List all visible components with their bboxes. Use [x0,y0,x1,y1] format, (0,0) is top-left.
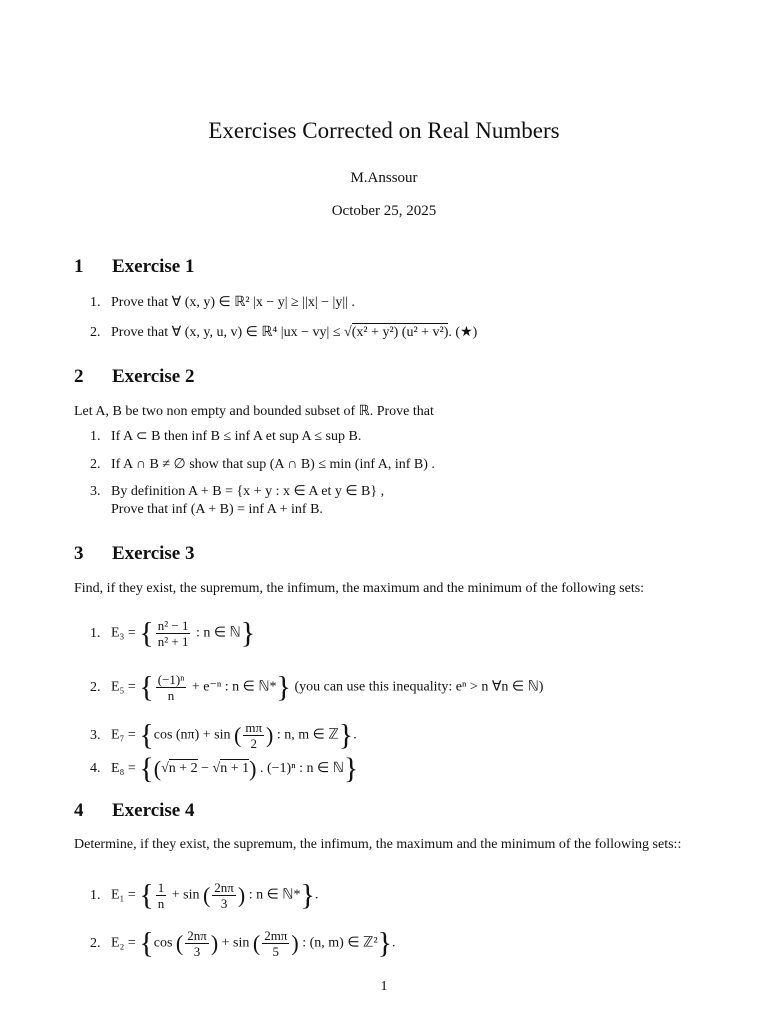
list-item: 1. E₁ = { $\frac{1}{n}$ + sin ( $\frac{2n\pi}{3}$ ) : n ∈ ℕ*}. [90,878,319,912]
list-item: 4. E₈ = {(√n + 2 − √n + 1) . (−1)ⁿ : n ∈ ℕ} [90,751,359,785]
section-heading-4: 4 Exercise 4 [74,800,195,821]
paragraph: Let A, B be two non empty and bounded subset of ℝ. Prove that [74,404,434,419]
list-item: 2. Prove that ∀ (x, y, u, v) ∈ ℝ⁴ |ux − vy| ≤ √(x² + y²) (u² + v²). (★) [90,325,478,340]
section-heading-1: 1 Exercise 1 [74,256,195,277]
list-item: 2. E₂ = {cos ( $\frac{2n\pi}{3}$ ) + sin ( $\frac{2m\pi}{5}$ ) : (n, m) ∈ ℤ²}. [90,926,396,960]
list-item: 3. E₇ = {cos (nπ) + sin ( $\frac{m\pi}{2}$ ) : n, m ∈ ℤ}. [90,718,357,752]
document-author: M.Anssour [350,170,418,186]
paragraph: Find, if they exist, the supremum, the infimum, the maximum and the minimum of the following sets: [74,581,645,596]
list-item: 2. E₅ = { $\frac{\text{(−1)ⁿ}}{n}$ + e⁻ⁿ : n ∈ ℕ*} (you can use this inequality: eⁿ > n ∀n ∈ ℕ) [90,670,544,704]
list-item: 3. By definition A + B = {x + y : x ∈ A et y ∈ B} , [90,484,385,499]
section-heading-3: 3 Exercise 3 [74,543,195,564]
list-item-continuation: Prove that inf (A + B) = inf A + inf B. [111,502,323,517]
list-item: 1. E₃ = { $\frac{\text{n² − 1}}{\text{n² + 1}}$ : n ∈ ℕ} [90,616,256,650]
document-title: Exercises Corrected on Real Numbers [208,118,560,143]
page-number: 1 [380,979,388,994]
document-date: October 25, 2025 [331,203,437,219]
list-item: 2. If A ∩ B ≠ ∅ show that sup (A ∩ B) ≤ min (inf A, inf B) . [90,457,435,472]
section-heading-2: 2 Exercise 2 [74,366,195,387]
list-item: 1. Prove that ∀ (x, y) ∈ ℝ² |x − y| ≥ ||x| − |y|| . [90,295,355,310]
paragraph: Determine, if they exist, the supremum, the infimum, the maximum and the minimum of the following sets:: [74,837,682,852]
list-item: 1. If A ⊂ B then inf B ≤ inf A et sup A ≤ sup B. [90,429,362,444]
